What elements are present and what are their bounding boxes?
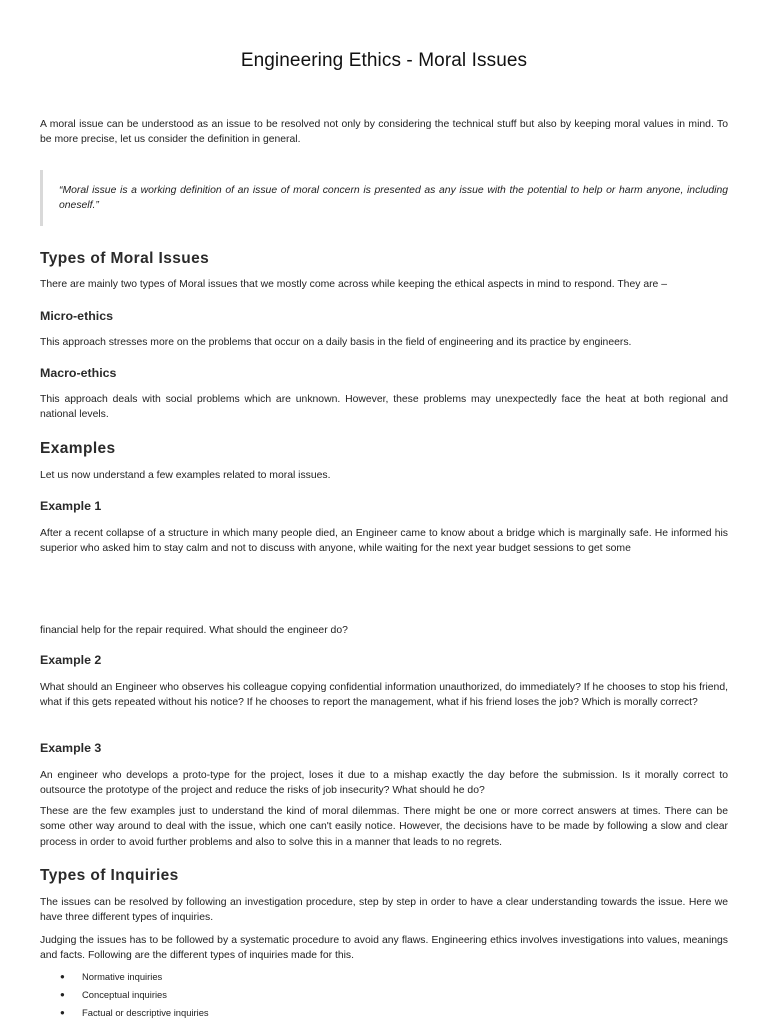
subheading-micro-ethics: Micro-ethics	[40, 309, 113, 323]
example3-text-block	[40, 768, 728, 799]
example1-heading-block	[40, 499, 728, 513]
subheading-example-2: Example 2	[40, 653, 102, 667]
example2-text-block	[40, 680, 728, 711]
examples-intro-block	[40, 468, 728, 483]
example1-text-continued-block	[40, 623, 728, 638]
examples-heading-block	[40, 440, 728, 458]
definition-quote-text: “Moral issue is a working definition of an issue of moral concern is presented as any issue with the potential to help or harm anyone, including oneself.”	[59, 185, 728, 212]
example2-heading-block	[40, 653, 728, 667]
section-heading-examples: Examples	[40, 440, 116, 457]
macro-ethics-paragraph: This approach deals with social problems which are unknown. However, these problems may unexpectedly face the heat at both regional and national levels.	[40, 394, 728, 421]
types-paragraph: There are mainly two types of Moral issues that we mostly come across while keeping the ethical aspects in mind to respond. They are –	[40, 279, 668, 290]
inquiries-text2-block	[40, 933, 728, 964]
types-heading-block	[40, 250, 728, 268]
list-item-label: Normative inquiries	[82, 971, 163, 982]
types-text-block	[40, 277, 728, 292]
example-1-paragraph-part-2: financial help for the repair required. What should the engineer do?	[40, 625, 348, 636]
micro-text-block	[40, 335, 728, 350]
bullet-icon: ●	[60, 990, 65, 999]
subheading-example-1: Example 1	[40, 499, 102, 513]
inquiries-paragraph-2: Judging the issues has to be followed by a systematic procedure to avoid any flaws. Engineering ethics involves investigations into values, meanings and facts. Following are the different types of inquiries made for this.	[40, 935, 728, 962]
list-item-label: Factual or descriptive inquiries	[82, 1007, 209, 1018]
intro-paragraph: A moral issue can be understood as an issue to be resolved not only by considering the technical stuff but also by keeping moral values in mind. To be more precise, let us consider the definition in general.	[40, 119, 728, 146]
inquiries-text1-block	[40, 895, 728, 926]
macro-heading-block	[40, 366, 728, 380]
list-item-label: Conceptual inquiries	[82, 989, 167, 1000]
micro-ethics-paragraph: This approach stresses more on the problems that occur on a daily basis in the field of engineering and its practice by engineers.	[40, 337, 632, 348]
section-heading-types-of-moral-issues: Types of Moral Issues	[40, 250, 210, 267]
examples-summary-paragraph: These are the few examples just to understand the kind of moral dilemmas. There might be one or more correct answers at times. There can be some other way around to deal with the issue, which one can't easily notice. However, the decisions have to be made by following a slow and clear process in order to avoid further problems and also to solve this in a manner that leads to no regrets.	[40, 806, 728, 848]
example3-heading-block	[40, 741, 728, 755]
definition-blockquote	[40, 170, 728, 226]
list-item	[40, 1004, 728, 1022]
subheading-example-3: Example 3	[40, 741, 102, 755]
examples-summary-block	[40, 804, 728, 850]
macro-text-block	[40, 392, 728, 423]
example-3-paragraph: An engineer who develops a proto-type for the project, loses it due to a mishap exactly the day before the submission. Is it morally correct to outsource the prototype of the project and reduce the risks of job insecurity? What should he do?	[40, 770, 728, 797]
inquiries-paragraph-1: The issues can be resolved by following an investigation procedure, step by step in order to have a clear understanding towards the issue. Here we have three different types of inquiries.	[40, 897, 728, 924]
example-2-paragraph: What should an Engineer who observes his colleague copying confidential information unauthorized, do immediately? If he chooses to stop his friend, what if this gets repeated without his notice? If he chooses to report the management, what if his friend loses the job? Which is morally correct?	[40, 682, 728, 709]
example-1-paragraph-part-1: After a recent collapse of a structure in which many people died, an Engineer came to know about a bridge which is marginally safe. He informed his superior who asked him to stay calm and not to discuss with anyone, while waiting for the next year budget sessions to get some	[40, 528, 728, 555]
list-item	[40, 986, 728, 1004]
bullet-icon: ●	[60, 1008, 65, 1017]
page-title: Engineering Ethics - Moral Issues	[240, 50, 528, 71]
bullet-icon: ●	[60, 972, 65, 981]
examples-intro-paragraph: Let us now understand a few examples related to moral issues.	[40, 470, 331, 481]
inquiries-bullet-list	[40, 968, 728, 1022]
micro-heading-block	[40, 309, 728, 323]
intro-paragraph-block	[40, 117, 728, 148]
subheading-macro-ethics: Macro-ethics	[40, 366, 117, 380]
list-item	[40, 968, 728, 986]
inquiries-heading-block	[40, 867, 728, 885]
section-heading-types-of-inquiries: Types of Inquiries	[40, 867, 179, 884]
example1-text-block	[40, 526, 728, 557]
inquiries-list-block	[40, 968, 728, 1022]
